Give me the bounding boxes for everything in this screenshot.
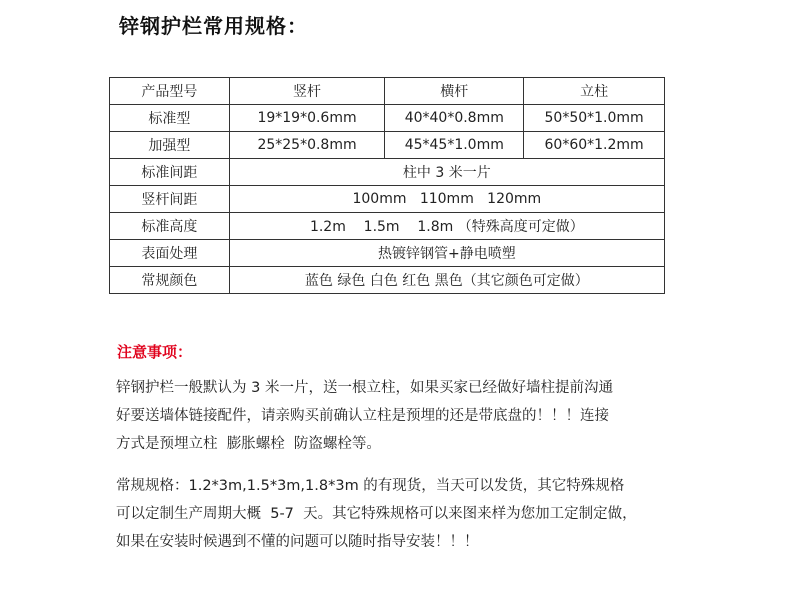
paragraph-line: 可以定制生产周期大概 5-7 天。其它特殊规格可以来图来样为您加工定制定做， xyxy=(116,506,637,522)
table-row xyxy=(110,132,665,159)
paragraph-line: 如果在安装时候遇到不懂的问题可以随时指导安装！！！ xyxy=(116,534,479,550)
header-cell-post: 立柱 xyxy=(524,78,665,105)
table-row xyxy=(110,105,665,132)
table-cell: 25*25*0.8mm xyxy=(229,132,385,159)
notice-paragraph-1 xyxy=(116,374,613,458)
table-cell: 蓝色 绿色 白色 红色 黑色（其它颜色可定做） xyxy=(229,267,664,294)
table-row xyxy=(110,267,665,294)
table-cell: 45*45*1.0mm xyxy=(385,132,524,159)
table-cell: 1.2m 1.5m 1.8m （特殊高度可定做） xyxy=(229,213,664,240)
page-title: 锌钢护栏常用规格： xyxy=(119,14,308,38)
table-cell: 热镀锌钢管+静电喷塑 xyxy=(229,240,664,267)
paragraph-line: 锌钢护栏一般默认为 3 米一片，送一根立柱，如果买家已经做好墙柱提前沟通 xyxy=(116,380,613,396)
row-label: 标准间距 xyxy=(110,159,230,186)
row-label: 常规颜色 xyxy=(110,267,230,294)
header-cell-vertical-bar: 竖杆 xyxy=(229,78,385,105)
paragraph-line: 常规规格：1.2*3m,1.5*3m,1.8*3m 的有现货，当天可以发货，其它特殊规格 xyxy=(116,478,625,494)
table-cell: 60*60*1.2mm xyxy=(524,132,665,159)
table-cell: 100mm 110mm 120mm xyxy=(229,186,664,213)
table-header-row xyxy=(110,78,665,105)
table-cell: 50*50*1.0mm xyxy=(524,105,665,132)
row-label: 表面处理 xyxy=(110,240,230,267)
table-cell: 40*40*0.8mm xyxy=(385,105,524,132)
notice-paragraph-2 xyxy=(116,472,637,556)
header-cell-model: 产品型号 xyxy=(110,78,230,105)
row-label: 标准高度 xyxy=(110,213,230,240)
table-row xyxy=(110,159,665,186)
spec-table xyxy=(109,77,665,294)
table-row xyxy=(110,213,665,240)
paragraph-line: 方式是预埋立柱 膨胀螺栓 防盗螺栓等。 xyxy=(116,436,381,452)
header-cell-horizontal-bar: 横杆 xyxy=(385,78,524,105)
table-row xyxy=(110,186,665,213)
row-label: 标准型 xyxy=(110,105,230,132)
paragraph-line: 好要送墙体链接配件，请亲购买前确认立柱是预埋的还是带底盘的！！！连接 xyxy=(116,408,609,424)
table-cell: 柱中 3 米一片 xyxy=(229,159,664,186)
notice-title: 注意事项： xyxy=(117,343,193,361)
table-row xyxy=(110,240,665,267)
row-label: 竖杆间距 xyxy=(110,186,230,213)
row-label: 加强型 xyxy=(110,132,230,159)
table-cell: 19*19*0.6mm xyxy=(229,105,385,132)
